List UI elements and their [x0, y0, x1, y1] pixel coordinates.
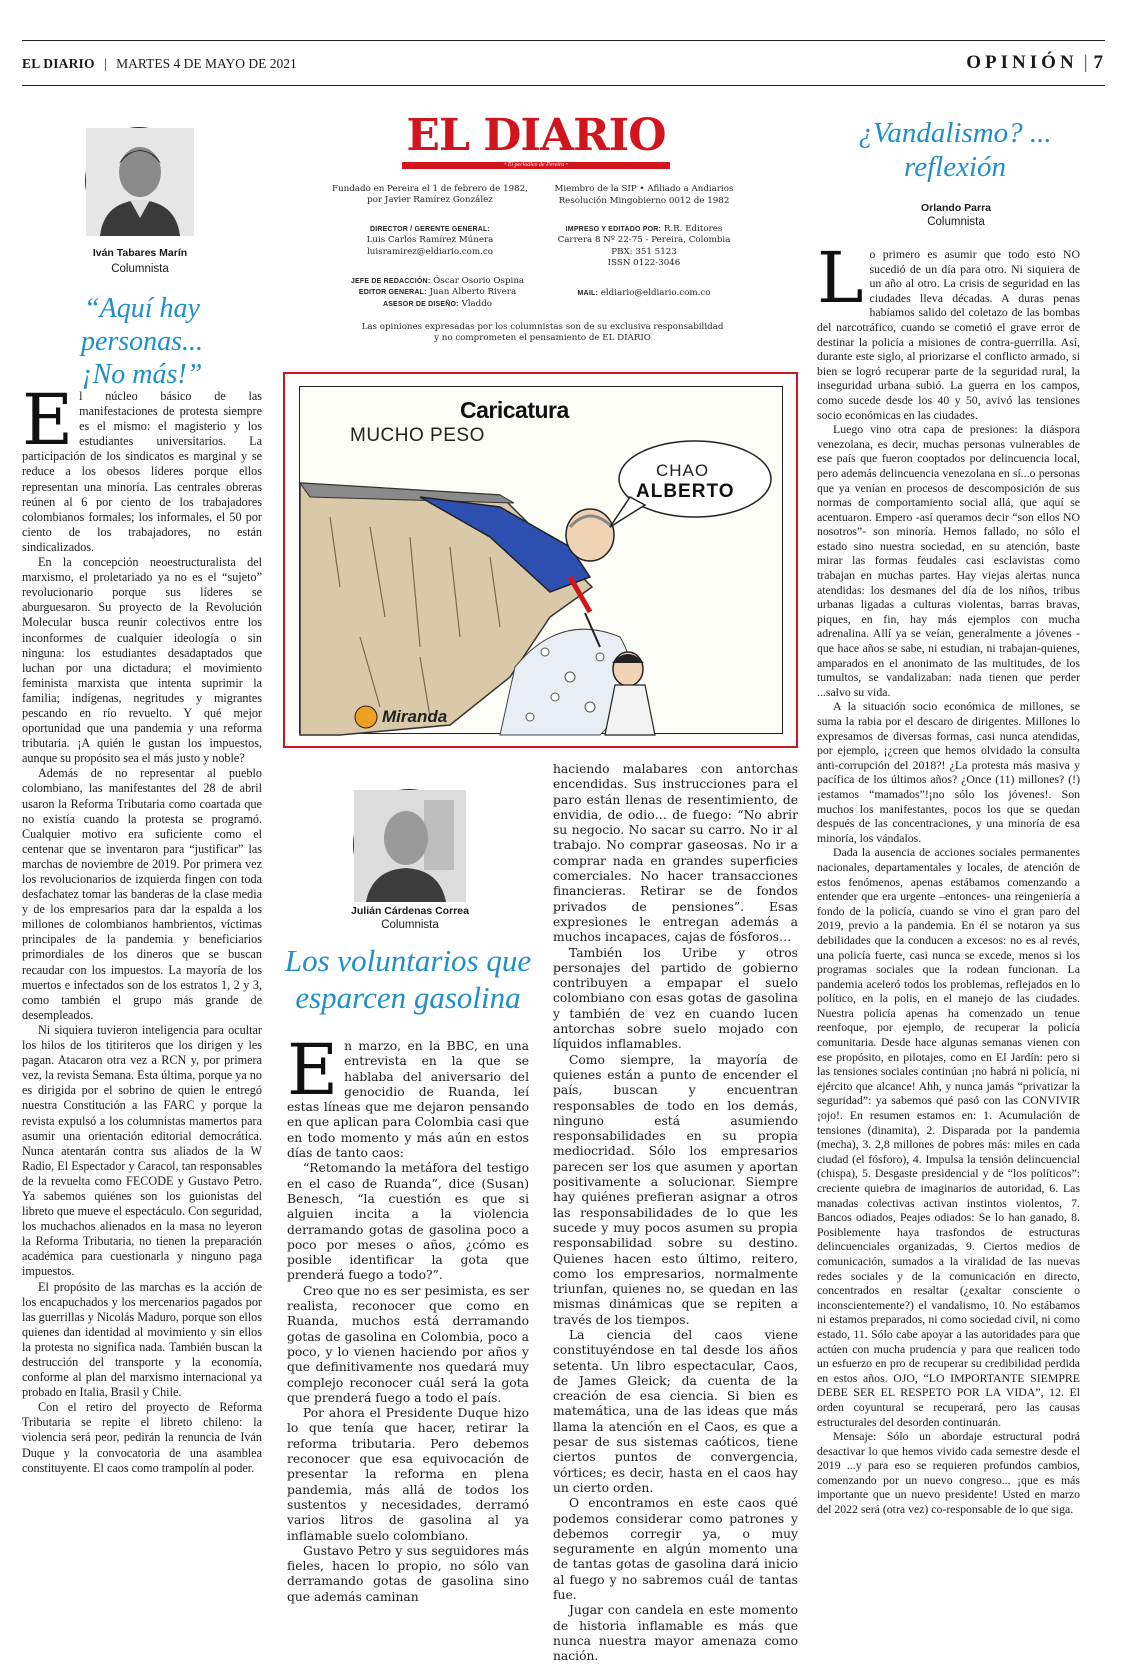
headline-left: [22, 292, 262, 391]
author-name-tabares: Iván Tabares Marín: [92, 247, 188, 259]
paragraph: O encontramos en este caos qué podemos considerar como patrones y debemos corregir ya, o muy seguramente en algún momento una de tantas gotas de gasolina dará inicio al fuego y no sabremos cuál de tantas fue.: [553, 1496, 798, 1603]
header-top-rule: [22, 40, 1105, 41]
paragraph: Jugar con candela en este momento de historia inflamable es más que nunca nuestra mayor amenaza como nación.: [553, 1603, 798, 1664]
cartoon-bubble-line1: CHAO: [656, 461, 710, 480]
author-role-cardenas: Columnista: [381, 919, 439, 931]
header-separator: |: [104, 56, 107, 71]
paragraph: Con el retiro del proyecto de Reforma Tributaria se repite el libreto chileno: la violencia será peor, pedirán la renuncia de Iván Duque y la convocatoria de una asamblea constituyente. El caos como trampolín al poder.: [22, 1400, 262, 1475]
article-left: [22, 379, 262, 1549]
page-header-left: [22, 56, 297, 72]
printed-by: R.R. Editores: [663, 224, 723, 234]
header-date: MARTES 4 DE MAYO DE 2021: [116, 56, 297, 71]
paragraph: Dada la ausencia de acciones sociales permanentes nacionales, departamentales y locales, de atención de estos fenómenos, apenas estábamos comenzando a entender que era urgente –entonces- una reingeniería a fondo de la policía, cuando se vino el gran paro del 2019, previo a la pandemia. En él se notaron ya sus debilidades que la conducen a excesos: no es al revés, una policía fuerte, casi nunca se excede, menos si los programas sociales que la rodean funcionan. La pandemia aceleró todos los problemas, reflejados en lo político, en la polis, en el manejo de las ciudades. Nuestra policía apenas ha comenzado un tenue reenfoque, por ejemplo, de recuperar la policía comunitaria. Desde hace algunas semanas vienen con ese propósito, en pilotajes, como en El Jardín: pero si las tensiones sociales continúan ¡no habrá ni policía, ni ejército que alcance! Ahh, y nunca jamás “privatizar la seguridad”: ya sabemos qué pasó con las CONVIVIR ¡ojo!. En resumen estamos en: 1. Acumulación de tensiones (dinamita), 2. Disparada por la pandemia (mecha), 3. 2,8 millones de pobres más: miles en cada ciudad (el fósforo), 4. Impulsa la tensión delincuencial (chispa), 5. Desgaste presidencial y de “los políticos”: creciente quiebra de imaginarios de autoridad, 6. Las manadas colectivas activan instintos violentos, 7. Bancos odiados, Peajes odiados: Se lo han ganado, 8. Posiblemente haya trasfondos de estructuras delincuenciales organizadas, 9. Ciertos medios de comunicación, sumados a la viralidad de las nuevas redes sociales y de la comunicación en directo, concentrados en resaltar (¿exaltar consciente o inconscientemente?) el vandalismo, 10. No estábamos ni estamos preparados, ni como sociedad civil, ni como estado, 11. Sólo cabe apoyar a las autoridades para que actúen con mucha prudencia y para que realicen todo un esfuerzo en pro de recuperar su credibilidad perdida en estos años. OJO, “LO IMPORTANTE SIEMPRE DEBE SER EL RESPETO POR LA VIDA”, 12. El orden coyuntural se recuperará, pero las causas estructurales del desorden continuarán.: [817, 845, 1080, 1429]
paragraph: A la situación socio económica de millones, se suma la rabia por el descaro de dirigentes. Millones lo expresamos de diversas formas, casi nunca atendidas, por ejemplo, ¡¿creen que hemos olvidado la consulta anti-corrupción del 2018?! ¿La protesta más masiva y pacífica de los últimos años? ¿Once (11) millones? (!) ¡estamos “mamados”!¡no sólo los jóvenes!. Son muchos los manifestantes, pocos los que se quedan después de las concentraciones, y una minoría de esa minoría, los vándalos.: [817, 699, 1080, 845]
director-name: Luis Carlos Ramírez Múnera: [366, 235, 494, 246]
masthead-issn: ISSN 0122-3046: [607, 258, 681, 269]
paragraph: haciendo malabares con antorchas encendidas. Sus instrucciones para el paro están llenas de resentimiento, de envidia, de odio… de fuego: “No abrir su negocio. No sacar su carro. No ir al trabajo. No comprar gaseosas. No ir a comprar nada en grandes superficies comerciales. No hacer transacciones financieras. Retirar se de fondos privados de pensiones”. Esas expresiones le entregan además a muchos incapaces, cajas de fósforos…: [553, 762, 798, 945]
header-paper-name: EL DIARIO: [22, 56, 95, 71]
cartoon-illustration: [299, 386, 783, 734]
director-label: DIRECTOR / GERENTE GENERAL:: [369, 226, 490, 233]
header-right-separator: |: [1083, 52, 1088, 73]
dropcap-middle: E: [287, 1029, 339, 1111]
paragraph: Como siempre, la mayoría de quienes están a punto de encender el país, buscan y encuentran responsables de todo en los demás, ninguno está asumiendo responsabilidades en su propia mediocridad. Sólo los empresarios parecen ser los que asumen y aportan positivamente a solucionar. Siempre hay quiénes prefieran asignar a otros las responsabilidades de lo que les sucede y muy pocos asumen su propia responsabilidad sobre su destino. Quienes hacen esto último, reitero, como los empresarios, normalmente triunfan, quienes no, se quedan en las mismas dinámicas que se repiten a través de los tiempos.: [553, 1052, 798, 1327]
director-email: luisramirez@eldiario.com.co: [367, 246, 493, 257]
mail-label: MAIL:: [577, 290, 598, 297]
header-page-number: 7: [1093, 52, 1103, 73]
article-middle-part1: [287, 1029, 529, 1604]
cartoon-caption: MUCHO PESO: [350, 425, 485, 446]
masthead-logo: EL DIARIO: [406, 110, 666, 161]
disclaimer-line1: Las opiniones expresadas por los columnistas son de su exclusiva responsabilidad: [361, 322, 724, 332]
dropcap-right: L: [817, 237, 864, 319]
dropcap-left: E: [22, 379, 74, 461]
masthead-printing: [544, 224, 744, 270]
article-right: [817, 237, 1080, 1552]
author-name-parra: Orlando Parra: [920, 202, 992, 214]
cartoon-frame: [283, 372, 798, 748]
design-label: ASESOR DE DISEÑO:: [382, 300, 459, 308]
headline-middle-line2: esparcen gasolina: [295, 979, 521, 1015]
paragraph: o primero es asumir que todo esto NO sucedió de un día para otro. Ni siquiera de un año al otro. La crisis de seguridad en las ciudades lleva décadas. A duras penas habíamos salido del coletazo de las bombas del narcotráfico, cuando se cometió el grave error de destinar la policía a misiones de contra-guerrilla. Así, durante este siglo, al priorizarse el conflicto armado, si bien se logró recuperar parte de la seguridad rural, la inseguridad urbana subió. La guerra en los campos, como sucede desde los 40 y 50, avivó las tensiones socio económicas en las ciudades.: [817, 247, 1080, 422]
chief-label: JEFE DE REDACCIÓN:: [350, 278, 431, 285]
cartoon-title: Caricatura: [460, 397, 569, 423]
headline-right-line2: reflexión: [904, 151, 1006, 184]
author-photo-cardenas: [353, 789, 465, 901]
author-photo-tabares: [85, 127, 193, 235]
cartoon-bubble-line2: ALBERTO: [636, 481, 735, 502]
paragraph: El propósito de las marchas es la acción de los encapuchados y los mercenarios pagados por las guerrillas y Nicolás Maduro, porque son ellos quienes dan identidad al movimiento y sin ellos la protesta no significa nada. También buscan la destrucción del transporte y la economía, conforme al plan del marxismo internacional ya probado en Italia, Brasil y Chile.: [22, 1279, 262, 1400]
paragraph: Mensaje: Sólo un abordaje estructural podrá desactivar lo que hemos vivido cada semestre desde el 2019 ...y para eso se requieren profundos cambios, comenzando por un nuevo congreso... ¡que es más importante que un nuevo presidente! Usted en marzo del 2022 será (otra vez) co-responsable de lo que siga.: [817, 1429, 1080, 1517]
headline-left-line1: “Aquí hay personas...: [80, 293, 204, 358]
headline-left-line2: ¡No más!”: [81, 359, 203, 391]
person-portrait-icon: [86, 128, 194, 236]
header-bottom-rule: [22, 85, 1105, 86]
paragraph: Por ahora el Presidente Duque hizo lo que tenía que hacer, retirar la reforma tributaria. Pero debemos reconocer que esa equivocación de presentar la reforma en plena pandemia, más allá de todos los sustentos y necesidades, derramó varios litros de gasolina al ya inflamable suelo colombiano.: [287, 1406, 529, 1543]
headline-right-line1: ¿Vandalismo? ...: [858, 117, 1052, 149]
paragraph: Luego vino otra capa de presiones: la diáspora venezolana, es decir, muchas personas vulnerables de ese país que fueron cooptados por delincuencia local, pero además delincuencia venezolana en sí...o personas que ya venían en procesos de descomposición de sus normas de comportamiento social allá, que aquí se acentuaron. Empero -así queramos decir “son ellos NO nosotros”- son minoría. Hemos fallado, no sólo el estado sino nuestra sociedad, en su atención, baste mirar las formas feudales casi esclavistas como trabajan en muchas partes. Hay viejas alertas nunca atendidas: los desmanes del día de los niños, tribus urbanas ligadas a culturas violentas, barras bravas, piques, en fin, hay más ejemplos con mucha adrenalina. Allí ya se veían, generalmente a jóvenes - que hace años se sabe, ni estudian, ni trabajan-quienes, amparados en el anonimato de las multitudes, de los tumultos, se vandalizaban: nada tienen que perder ...salvo su vida.: [817, 422, 1080, 699]
masthead-staff: [330, 276, 545, 310]
author-role-tabares: Columnista: [111, 263, 169, 275]
paragraph: Ni siquiera tuvieron inteligencia para ocultar los hilos de los titiriteros que los dirigen y les pagan. Atacaron otra vez a RCN y, por primera vez, la revista Semana. Esta última, porque ya no es dirigida por el sobrino de quien le entregó nuestra Constitución a las FARC y porque la revista expulsó a los columnistas mamertos para asumir una orientación editorial democrática. Nunca atentarán contra sus aliados de la W Radio, El Espectador y Caracol, tan responsables de la revuelta como FECODE y Gustavo Petro. Ya sabemos quiénes son los guionistas del libreto que mueve el espectáculo. Con seguridad, los muchachos alienados en la masa no leyeron la Reforma Tributaria, no tienen la preparación académica para cuestionarla y ninguno paga impuestos.: [22, 1022, 262, 1279]
disclaimer-line2: y no comprometen el pensamiento de EL DIARIO: [434, 333, 651, 344]
editor-label: EDITOR GENERAL:: [358, 289, 427, 297]
person-portrait-icon: [354, 790, 466, 902]
mail-address: eldiario@eldiario.com.co: [600, 288, 711, 298]
masthead-director: [330, 224, 530, 258]
paragraph: “Retomando la metáfora del testigo en el caso de Ruanda”, dice (Susan) Benesch, “la cuestión es que si alguien incita a la violencia derramando gotas de gasolina poco a poco por meses o años, ¿cómo es posible identificar la gota que prenderá fuego a todo?”.: [287, 1161, 529, 1283]
paragraph: Además de no representar al pueblo colombiano, las manifestantes del 28 de abril usaron la Reforma Tributaria como coartada que no existía cuando la protesta se programó. Cualquier motivo era suficiente como el centenar que se inventaron para “justificar” las marchas de noviembre de 2019. Por primera vez los revolucionarios de izquierda fingen con toda desfachatez tomar las banderas de la clase media y de los empresarios para dar la espalda a los millones de colombianos hambrientos, víctimas principales de la pandemia y beneficiarios primordiales de los dineros que se buscan recaudar con los impuestos. La mayoría de los muertos e infectados son de los estratos 1, 2 y 3, como también el grupo más grande de desempleados.: [22, 766, 262, 1022]
editor-name: Juan Alberto Rivera: [429, 287, 517, 298]
printed-label: IMPRESO Y EDITADO POR:: [565, 226, 662, 233]
masthead-tagline: • El periódico de Pereira •: [504, 162, 568, 168]
masthead-mail: [544, 288, 744, 299]
paragraph: Creo que no es ser pesimista, es ser realista, reconocer que como en Ruanda, muchos está derramando gotas de gasolina en Colombia, poco a poco, y lo vienen haciendo por años y que definitivamente nos quedará muy complejo reconocer cuál será la gota que prenderá fuego a todo el país.: [287, 1283, 529, 1405]
paragraph: Gustavo Petro y sus seguidores más fieles, hacen lo propio, no sólo van derramando gotas de gasolina sino que además caminan: [287, 1543, 529, 1604]
paragraph: l núcleo básico de las manifestaciones de protesta siempre es el mismo: el magisterio y los estudiantes universitarios. La participación de los sindicatos es marginal y se reduce a los obesos líderes porque ellos representan una minoría. Las centrales obreras reúnen al 6 por ciento de los trabajadores colombianos formales; los informales, el 50 por ciento de los trabajadores, no están sindicalizados.: [22, 389, 262, 554]
headline-middle-line1: Los voluntarios que: [284, 943, 532, 978]
chief-name: Óscar Osorio Ospina: [433, 276, 525, 286]
paragraph: En la concepción neoestructuralista del marxismo, el proletariado ya no es el “sujeto” revolucionario porque sus líderes se aburguesaron. Su proyecto de la Revolución Molecular busca reunir colectivos entre los inconformes de cualquier ideología o sin ninguna: los estudiantes desadaptados que luchan por una dictadura; el movimiento feminista marxista que intenta suprimir la familia; indígenas, negritudes y migrantes pescando en río revuelto. Y qué mejor oportunidad que una pandemia y una reforma tributaria. ¡A quién le gustan los impuestos, aunque su propósito sea el más justo y noble?: [22, 555, 262, 766]
headline-right: [820, 116, 1090, 184]
headline-middle: [283, 943, 533, 1016]
paragraph: n marzo, en la BBC, en una entrevista en la que se hablaba del aniversario del genocidio de Ruanda, leí estas líneas que me dejaron pensando en que aplican para Colombia casi que en todo momento y más aún en estos días de tanto caos:: [287, 1039, 529, 1161]
paragraph: La ciencia del caos viene constituyéndose en tal desde los años setenta. Un libro espectacular, Caos, de James Gleick; da cuenta de la creación de esa ciencia. Si bien es matemática, una de las ideas que más llama la atención en el Caos, es que a pesar de sus sistemas caóticos, tiene ciertos puntos de convergencia, vórtices; es decir, hasta en el caos hay un cierto orden.: [553, 1327, 798, 1495]
masthead-pbx: PBX: 351 5123: [611, 246, 677, 257]
masthead-member: Miembro de la SIP • Afiliado a Andiarios: [554, 184, 734, 194]
masthead-resolution: Resolución Mingobierno 0012 de 1982: [558, 196, 730, 206]
article-middle-part2: [553, 762, 798, 1664]
author-name-cardenas: Julián Cárdenas Correa: [351, 905, 469, 917]
masthead: [330, 108, 755, 358]
masthead-address: Carrera 8 Nº 22-75 - Pereira, Colombia: [557, 235, 731, 246]
design-name: Vladdo: [461, 298, 493, 309]
masthead-disclaimer: [330, 322, 755, 345]
masthead-founded: Fundado en Pereira el 1 de febrero de 1982, por Javier Ramírez González: [332, 184, 528, 206]
author-role-parra: Columnista: [927, 216, 985, 228]
paragraph: También los Uribe y otros personajes del partido de gobierno contribuyen a empapar el suelo colombiano con esas gotas de gasolina y también de vez en cuando lucen antorchas sobre suelo mojado con líquidos inflamables.: [553, 945, 798, 1052]
header-section: OPINIÓN: [966, 52, 1078, 73]
cartoon-signature: Miranda: [382, 707, 448, 726]
page-header-right: [966, 52, 1103, 74]
